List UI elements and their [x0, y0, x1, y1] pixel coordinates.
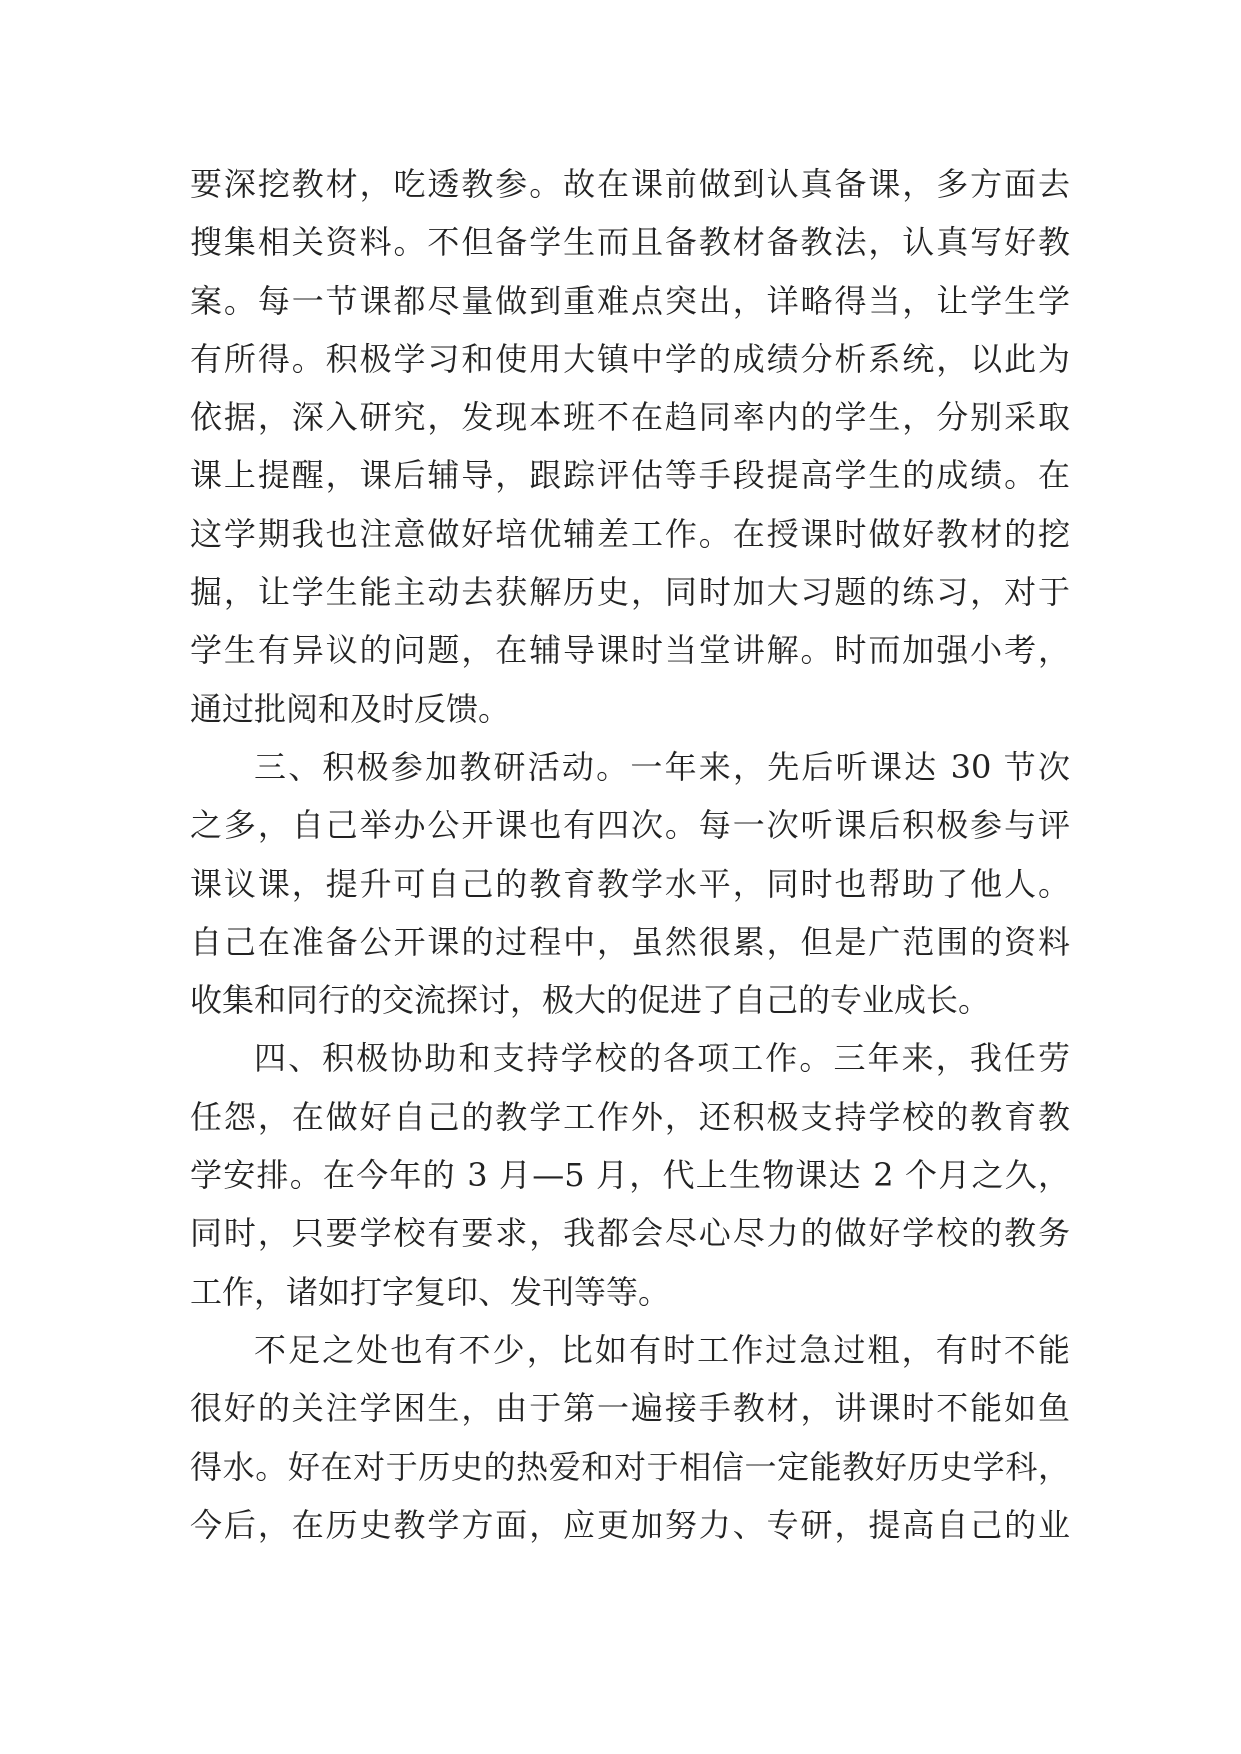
text-line: 搜集相关资料。不但备学生而且备教材备教法，认真写好教: [190, 223, 1070, 262]
text-line: 四、积极协助和支持学校的各项工作。三年来，我任劳: [254, 1039, 1070, 1078]
text-line: 三、积极参加教研活动。一年来，先后听课达 30 节次: [254, 747, 1070, 786]
text-line: 自己在准备公开课的过程中，虽然很累，但是广范围的资料: [190, 922, 1070, 961]
text-line: 课议课，提升可自己的教育教学水平，同时也帮助了他人。: [190, 864, 1070, 903]
text-line: 今后，在历史教学方面，应更加努力、专研，提高自己的业: [190, 1505, 1070, 1544]
text-line: 很好的关注学困生，由于第一遍接手教材，讲课时不能如鱼: [190, 1389, 1070, 1428]
text-line: 这学期我也注意做好培优辅差工作。在授课时做好教材的挖: [190, 514, 1070, 553]
text-line: 有所得。积极学习和使用大镇中学的成绩分析系统，以此为: [190, 339, 1070, 378]
text-line: 课上提醒，课后辅导，跟踪评估等手段提高学生的成绩。在: [190, 456, 1070, 495]
text-line: 同时，只要学校有要求，我都会尽心尽力的做好学校的教务: [190, 1214, 1070, 1253]
text-line: 任怨，在做好自己的教学工作外，还积极支持学校的教育教: [190, 1097, 1070, 1136]
text-line: 得水。好在对于历史的热爱和对于相信一定能教好历史学科，: [190, 1447, 1070, 1486]
text-line: 不足之处也有不少，比如有时工作过急过粗，有时不能: [254, 1330, 1070, 1369]
text-line: 掘，让学生能主动去获解历史，同时加大习题的练习，对于: [190, 573, 1070, 612]
text-line: 要深挖教材，吃透教参。故在课前做到认真备课，多方面去: [190, 165, 1070, 203]
text-line: 学生有异议的问题，在辅导课时当堂讲解。时而加强小考，: [190, 631, 1070, 670]
text-line: 之多，自己举办公开课也有四次。每一次听课后积极参与评: [190, 806, 1070, 845]
text-line: 学安排。在今年的 3 月—5 月，代上生物课达 2 个月之久，: [190, 1156, 1070, 1195]
body-text: [190, 155, 1070, 1554]
text-line: 通过批阅和及时反馈。: [190, 689, 511, 728]
text-line: 工作，诸如打字复印、发刊等等。: [190, 1272, 671, 1311]
text-line: 依据，深入研究，发现本班不在趋同率内的学生，分别采取: [190, 398, 1070, 437]
text-line: 案。每一节课都尽量做到重难点突出，详略得当，让学生学: [190, 281, 1070, 320]
text-line: 收集和同行的交流探讨，极大的促进了自己的专业成长。: [190, 981, 991, 1020]
